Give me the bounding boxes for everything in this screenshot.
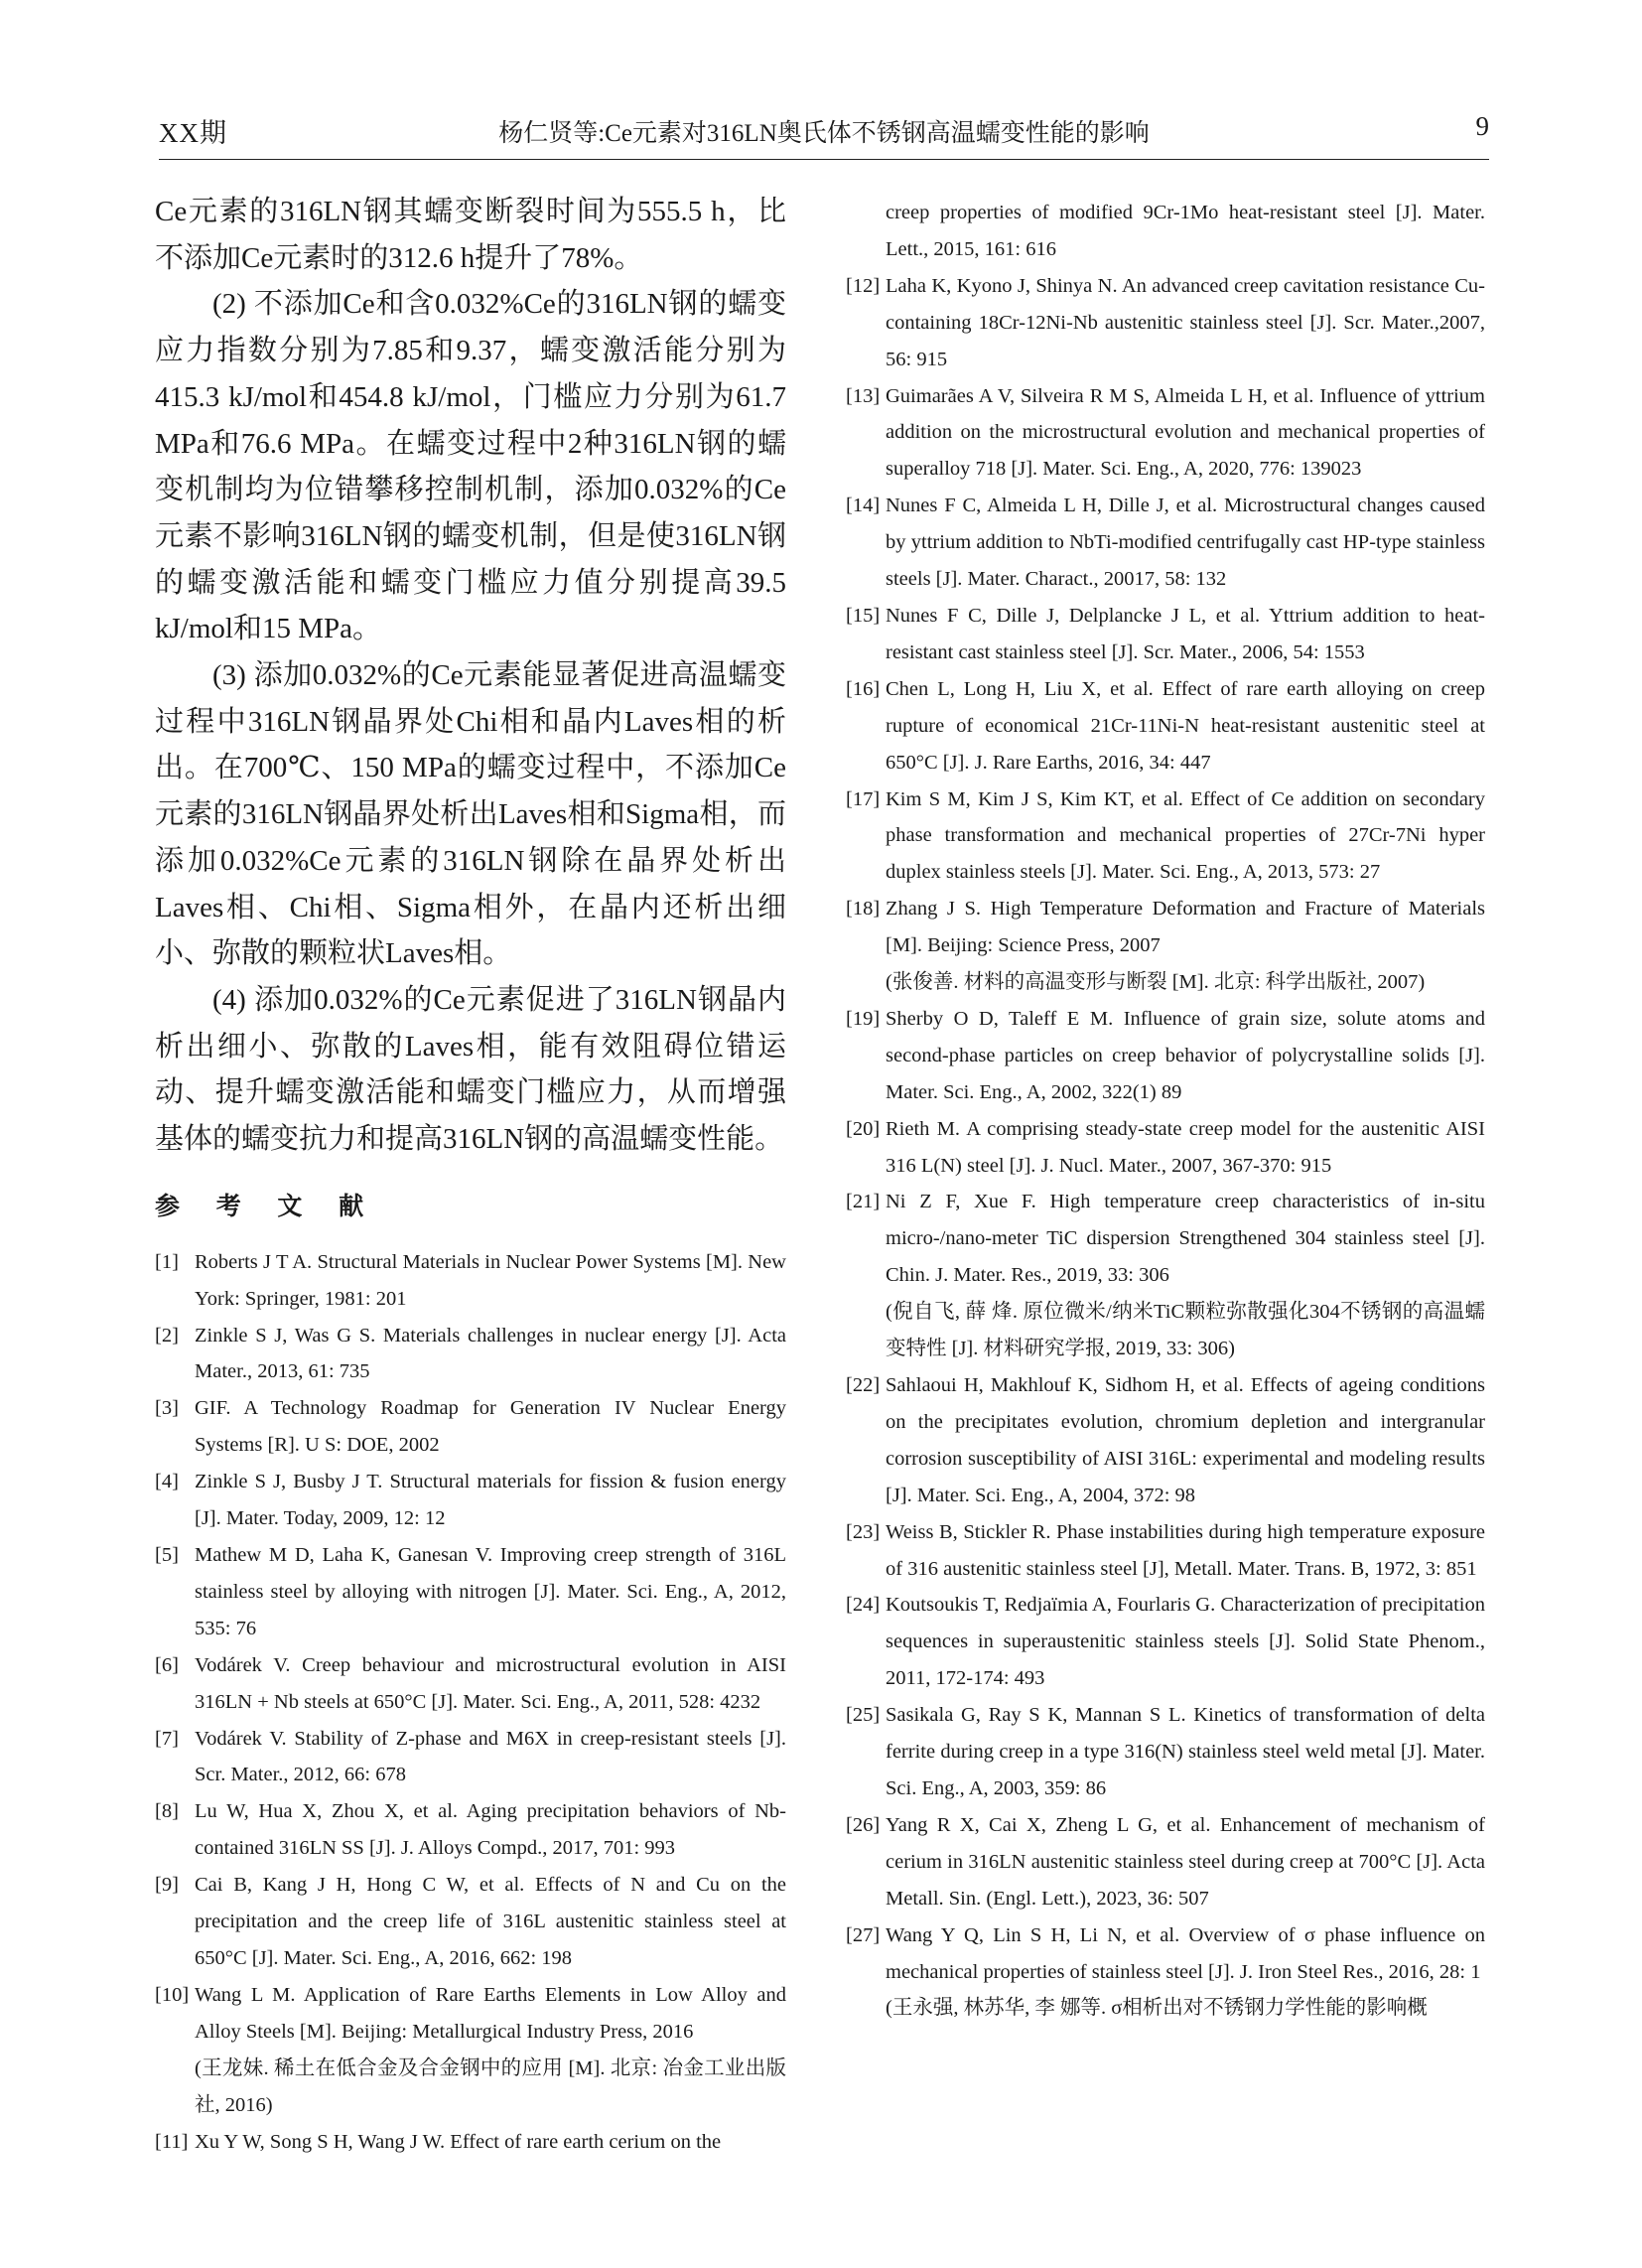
reference-item (155, 2124, 786, 2161)
reference-text: Laha K, Kyono J, Shinya N. An advanced creep cavitation resistance Cu-containing 18Cr-12Ni-Nb austenitic stainless steel [J]. Scr. Mater.,2007, 56: 915 (886, 274, 1485, 370)
reference-number: [8] (155, 1800, 179, 1823)
header-rule (159, 159, 1489, 160)
reference-item (155, 1390, 786, 1464)
reference-item (846, 1917, 1485, 2028)
conclusion-paragraph: (3) 添加0.032%的Ce元素能显著促进高温蠕变过程中316LN钢晶界处Chi相和晶内Laves相的析出。在700℃、150 MPa的蠕变过程中，不添加Ce元素的316LN钢晶界处析出Laves相和Sigma相，而添加0.032%Ce元素的316LN钢除在晶界处析出Laves相、Chi相、Sigma相外，在晶内还析出细小、弥散的颗粒状Laves相。 (155, 659, 786, 970)
reference-number: [11] (155, 2130, 189, 2153)
reference-number: [2] (155, 1324, 179, 1347)
reference-text: Ni Z F, Xue F. High temperature creep characteristics of in-situ micro-/nano-meter TiC dispersion Strengthened 304 stainless steel [J]. Chin. J. Mater. Res., 2019, 33: 306 (886, 1191, 1485, 1287)
running-header (159, 111, 1489, 153)
reference-number: [18] (846, 898, 881, 921)
reference-number: [20] (846, 1117, 881, 1140)
reference-text: Xu Y W, Song S H, Wang J W. Effect of rare earth cerium on the (195, 2130, 722, 2153)
reference-number: [12] (846, 274, 881, 297)
reference-text: Kim S M, Kim J S, Kim KT, et al. Effect of Ce addition on secondary phase transformation and mechanical properties of 27Cr-7Ni hyper duplex stainless steels [J]. Mater. Sci. Eng., A, 2013, 573: 27 (886, 787, 1485, 884)
reference-item (155, 1244, 786, 1318)
reference-text: Vodárek V. Stability of Z-phase and M6X in creep-resistant steels [J]. Scr. Mater., 2012, 66: 678 (195, 1727, 786, 1786)
reference-item (846, 1587, 1485, 1697)
reference-item (155, 1318, 786, 1391)
conclusion-paragraph: (4) 添加0.032%的Ce元素促进了316LN钢晶内析出细小、弥散的Laves相，能有效阻碍位错运动、提升蠕变激活能和蠕变门槛应力，从而增强基体的蠕变抗力和提高316LN钢的高温蠕变性能。 (155, 983, 786, 1156)
reference-chinese-text: (王龙妹. 稀土在低合金及合金钢中的应用 [M]. 北京: 冶金工业出版社, 2016) (195, 2056, 786, 2116)
reference-item (846, 671, 1485, 781)
reference-text: Lu W, Hua X, Zhou X, et al. Aging precipitation behaviors of Nb-contained 316LN SS [J]. J. Alloys Compd., 2017, 701: 993 (195, 1800, 786, 1860)
reference-text: Weiss B, Stickler R. Phase instabilities during high temperature exposure of 316 austenitic stainless steel [J], Metall. Mater. Trans. B, 1972, 3: 851 (886, 1520, 1485, 1580)
issue-label: XX期 (159, 118, 227, 148)
reference-text: Zinkle S J, Busby J T. Structural materials for fission & fusion energy [J]. Mater. Today, 2009, 12: 12 (195, 1471, 786, 1530)
reference-number: [4] (155, 1471, 179, 1493)
conclusion-paragraph: (2) 不添加Ce和含0.032%Ce的316LN钢的蠕变应力指数分别为7.85和9.37，蠕变激活能分别为415.3 kJ/mol和454.8 kJ/mol，门槛应力分别为61.7 MPa和76.6 MPa。在蠕变过程中2种316LN钢的蠕变机制均为位错攀移控制机制，添加0.032%的Ce元素不影响316LN钢的蠕变机制，但是使316LN钢的蠕变激活能和蠕变门槛应力值分别提高39.5 kJ/mol和15 MPa。 (155, 288, 786, 645)
reference-list-left (155, 1244, 786, 2161)
reference-number: [9] (155, 1874, 179, 1897)
reference-number: [6] (155, 1653, 179, 1676)
reference-item (846, 781, 1485, 892)
reference-number: [10] (155, 1983, 190, 2006)
reference-number: [14] (846, 495, 881, 517)
reference-chinese-text: (王永强, 林苏华, 李 娜等. σ相析出对不锈钢力学性能的影响概 (886, 1997, 1428, 2020)
reference-item (846, 1514, 1485, 1588)
reference-text: creep properties of modified 9Cr-1Mo heat-resistant steel [J]. Mater. Lett., 2015, 161: 616 (886, 202, 1485, 260)
reference-text: GIF. A Technology Roadmap for Generation IV Nuclear Energy Systems [R]. U S: DOE, 2002 (195, 1397, 786, 1457)
reference-text: Koutsoukis T, Redjaïmia A, Fourlaris G. Characterization of precipitation sequences in superaustenitic stainless steels [J]. Solid State Phenom., 2011, 172-174: 493 (886, 1594, 1485, 1690)
reference-item (846, 1111, 1485, 1185)
references-heading: 参 考 文 献 (155, 1191, 378, 1220)
reference-text: Wang L M. Application of Rare Earths Elements in Low Alloy and Alloy Steels [M]. Beijing: Metallurgical Industry Press, 2016 (195, 1983, 786, 2043)
reference-number: [3] (155, 1397, 179, 1420)
reference-text: Wang Y Q, Lin S H, Li N, et al. Overview of σ phase influence on mechanical properties of stainless steel [J]. J. Iron Steel Res., 2016, 28: 1 (886, 1923, 1485, 1983)
reference-text: Sahlaoui H, Makhlouf K, Sidhom H, et al. Effects of ageing conditions on the precipitates evolution, chromium depletion and intergranular corrosion susceptibility of AISI 316L: experimental and modeling results [J]. Mater. Sci. Eng., A, 2004, 372: 98 (886, 1374, 1485, 1506)
reference-item (846, 1184, 1485, 1367)
running-title: 杨仁贤等:Ce元素对316LN奥氏体不锈钢高温蠕变性能的影响 (498, 120, 1150, 147)
reference-item (846, 598, 1485, 671)
reference-text: Vodárek V. Creep behaviour and microstructural evolution in AISI 316LN + Nb steels at 650°C [J]. Mater. Sci. Eng., A, 2011, 528: 4232 (195, 1653, 786, 1713)
reference-item (155, 1793, 786, 1867)
reference-text: Yang R X, Cai X, Zheng L G, et al. Enhancement of mechanism of cerium in 316LN austenitic stainless steel during creep at 700°C [J]. Acta Metall. Sin. (Engl. Lett.), 2023, 36: 507 (886, 1813, 1485, 1910)
reference-text: Guimarães A V, Silveira R M S, Almeida L H, et al. Influence of yttrium addition on the microstructural evolution and mechanical properties of superalloy 718 [J]. Mater. Sci. Eng., A, 2020, 776: 139023 (886, 384, 1485, 481)
reference-item (155, 1867, 786, 1977)
reference-text: Nunes F C, Almeida L H, Dille J, et al. Microstructural changes caused by yttrium addition to NbTi-modified centrifugally cast HP-type stainless steels [J]. Mater. Charact., 20017, 58: 132 (886, 495, 1485, 591)
reference-item (155, 1647, 786, 1721)
reference-item (155, 1537, 786, 1647)
reference-item (846, 378, 1485, 489)
reference-text: Rieth M. A comprising steady-state creep model for the austenitic AISI 316 L(N) steel [J]. J. Nucl. Mater., 2007, 367-370: 915 (886, 1117, 1485, 1177)
reference-text: Chen L, Long H, Liu X, et al. Effect of rare earth alloying on creep rupture of economical 21Cr-11Ni-N heat-resistant austenitic steel at 650°C [J]. J. Rare Earths, 2016, 34: 447 (886, 677, 1485, 774)
reference-number: [7] (155, 1727, 179, 1750)
reference-item (846, 1001, 1485, 1111)
reference-chinese-text: (张俊善. 材料的高温变形与断裂 [M]. 北京: 科学出版社, 2007) (886, 971, 1426, 994)
reference-chinese-text: (倪自飞, 薛 烽. 原位微米/纳米TiC颗粒弥散强化304不锈钢的高温蠕变特性 [J]. 材料研究学报, 2019, 33: 306) (886, 1301, 1485, 1360)
reference-number: [16] (846, 677, 881, 700)
reference-number: [17] (846, 787, 881, 810)
reference-item (155, 1721, 786, 1794)
reference-number: [5] (155, 1544, 179, 1567)
reference-item (846, 891, 1485, 1001)
conclusion-paragraph: Ce元素的316LN钢其蠕变断裂时间为555.5 h，比不添加Ce元素时的312.6 h提升了78%。 (155, 196, 786, 274)
reference-number: [25] (846, 1704, 881, 1727)
reference-number: [19] (846, 1007, 881, 1030)
reference-number: [15] (846, 604, 881, 627)
reference-item (846, 488, 1485, 598)
reference-text: Zhang J S. High Temperature Deformation and Fracture of Materials [M]. Beijing: Science Press, 2007 (886, 898, 1485, 957)
reference-text: Sherby O D, Taleff E M. Influence of grain size, solute atoms and second-phase particles on creep behavior of polycrystalline solids [J]. Mater. Sci. Eng., A, 2002, 322(1) 89 (886, 1007, 1485, 1103)
reference-text: Roberts J T A. Structural Materials in Nuclear Power Systems [M]. New York: Springer, 1981: 201 (195, 1250, 786, 1310)
reference-item (846, 1367, 1485, 1514)
left-column (155, 189, 786, 2160)
reference-number: [26] (846, 1813, 881, 1836)
reference-text: Mathew M D, Laha K, Ganesan V. Improving creep strength of 316L stainless steel by alloying with nitrogen [J]. Mater. Sci. Eng., A, 2012, 535: 76 (195, 1544, 786, 1639)
reference-item (155, 1464, 786, 1537)
reference-number: [21] (846, 1191, 881, 1213)
reference-item (155, 1977, 786, 2124)
reference-text: Zinkle S J, Was G S. Materials challenges in nuclear energy [J]. Acta Mater., 2013, 61: 735 (195, 1324, 786, 1383)
reference-list-right (846, 195, 1485, 2027)
page-number: 9 (1475, 111, 1489, 141)
reference-number: [1] (155, 1250, 179, 1273)
reference-text: Nunes F C, Dille J, Delplancke J L, et al. Yttrium addition to heat-resistant cast stainless steel [J]. Scr. Mater., 2006, 54: 1553 (886, 604, 1485, 663)
reference-item (846, 268, 1485, 378)
reference-number: [27] (846, 1923, 881, 1946)
reference-item (846, 1807, 1485, 1917)
reference-number: [23] (846, 1520, 881, 1543)
reference-number: [22] (846, 1374, 881, 1396)
reference-item-continued (846, 195, 1485, 268)
right-column (846, 195, 1485, 2027)
reference-item (846, 1697, 1485, 1807)
reference-text: Cai B, Kang J H, Hong C W, et al. Effects of N and Cu on the precipitation and the creep life of 316L austenitic stainless steel at 650°C [J]. Mater. Sci. Eng., A, 2016, 662: 198 (195, 1874, 786, 1969)
reference-text: Sasikala G, Ray S K, Mannan S L. Kinetics of transformation of delta ferrite during creep in a type 316(N) stainless steel weld metal [J]. Mater. Sci. Eng., A, 2003, 359: 86 (886, 1704, 1485, 1799)
reference-number: [13] (846, 384, 881, 407)
reference-number: [24] (846, 1594, 881, 1617)
